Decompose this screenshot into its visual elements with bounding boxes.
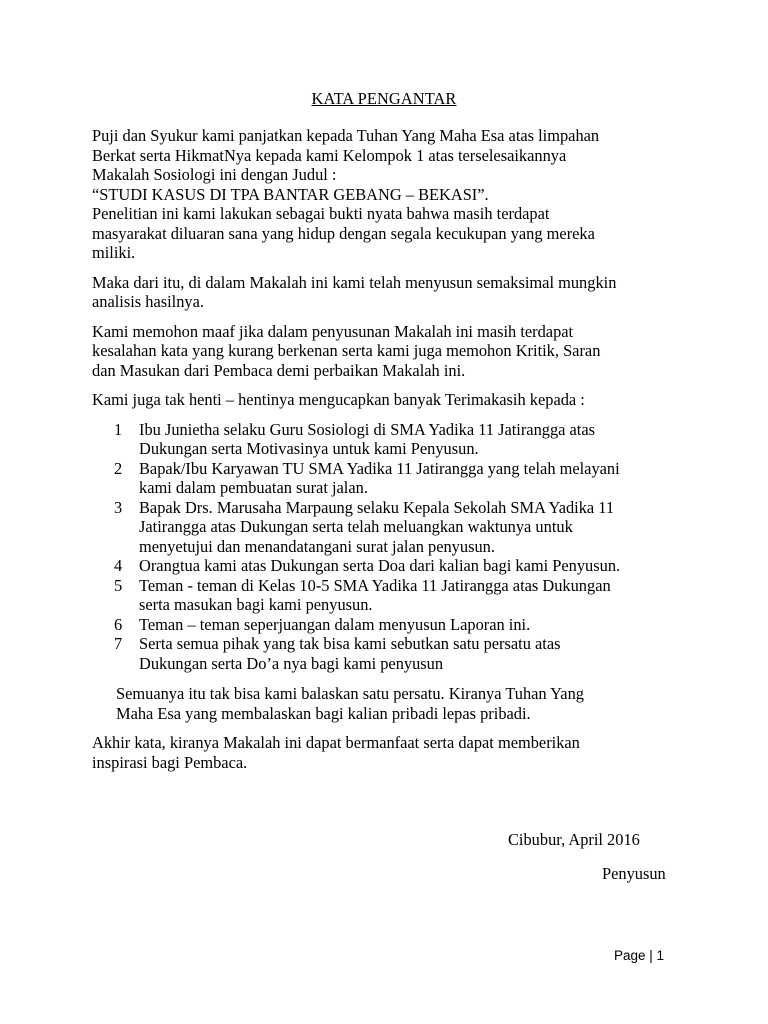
text-line: Akhir kata, kiranya Makalah ini dapat bermanfaat serta dapat memberikan	[92, 733, 580, 752]
text-line: inspirasi bagi Pembaca.	[92, 752, 248, 772]
list-item	[92, 556, 682, 576]
text-line: Dukungan serta Do’a nya bagi kami penyusun	[139, 653, 444, 673]
page-title: KATA PENGANTAR	[311, 89, 457, 108]
text-line: miliki.	[92, 243, 136, 262]
text-line: Dukungan serta Motivasinya untuk kami Penyusun.	[139, 439, 479, 458]
list-item	[92, 420, 682, 459]
author-signature: Penyusun	[602, 864, 666, 883]
thanks-intro: Kami juga tak henti – hentinya mengucapkan banyak Terimakasih kepada :	[92, 390, 585, 409]
page-number-footer: Page | 1	[614, 948, 665, 963]
list-number: 2	[114, 458, 123, 478]
report-title-line: “STUDI KASUS DI TPA BANTAR GEBANG – BEKASI”.	[92, 184, 489, 204]
intro-paragraph	[92, 126, 682, 263]
text-line: Penelitian ini kami lakukan sebagai bukti nyata bahwa masih terdapat	[92, 204, 550, 223]
text-line: Jatirangga atas Dukungan serta telah meluangkan waktunya untuk	[139, 517, 573, 536]
text-line: Puji dan Syukur kami panjatkan kepada Tuhan Yang Maha Esa atas limpahan	[92, 126, 600, 145]
paragraph	[92, 322, 682, 381]
place-date: Cibubur, April 2016	[508, 830, 640, 849]
paragraph	[92, 273, 682, 312]
text-line: Bapak/Ibu Karyawan TU SMA Yadika 11 Jatirangga yang telah melayani	[139, 458, 620, 478]
list-number: 1	[114, 419, 123, 439]
list-number: 5	[114, 575, 123, 595]
text-line: Berkat serta HikmatNya kepada kami Kelompok 1 atas terselesaikannya	[92, 145, 567, 165]
text-line: serta masukan bagi kami penyusun.	[139, 595, 373, 614]
text-line: masyarakat diluaran sana yang hidup dengan segala kecukupan yang mereka	[92, 223, 595, 243]
text-line: kesalahan kata yang kurang berkenan serta kami juga memohon Kritik, Saran	[92, 341, 601, 360]
text-line: kami dalam pembuatan surat jalan.	[139, 478, 368, 497]
list-item	[92, 498, 682, 557]
text-line: Orangtua kami atas Dukungan serta Doa dari kalian bagi kami Penyusun.	[139, 556, 621, 575]
text-line: Teman - teman di Kelas 10-5 SMA Yadika 11 Jatirangga atas Dukungan	[139, 575, 611, 595]
closing-paragraph	[92, 684, 682, 723]
final-paragraph	[92, 733, 682, 772]
text-line: menyetujui dan menandatangani surat jalan penyusun.	[139, 536, 495, 556]
list-number: 6	[114, 614, 123, 634]
thanks-list	[92, 420, 682, 674]
list-item	[92, 576, 682, 615]
list-number: 3	[114, 497, 123, 517]
text-line: Makalah Sosiologi ini dengan Judul :	[92, 165, 337, 184]
list-item	[92, 459, 682, 498]
text-line: analisis hasilnya.	[92, 292, 204, 311]
text-line: Kami memohon maaf jika dalam penyusunan Makalah ini masih terdapat	[92, 321, 574, 341]
text-line: Maka dari itu, di dalam Makalah ini kami telah menyusun semaksimal mungkin	[92, 272, 617, 292]
text-line: dan Masukan dari Pembaca demi perbaikan Makalah ini.	[92, 360, 466, 380]
document-body	[92, 126, 682, 782]
text-line: Teman – teman seperjuangan dalam menyusun Laporan ini.	[139, 614, 531, 634]
text-line: Bapak Drs. Marusaha Marpaung selaku Kepala Sekolah SMA Yadika 11	[139, 497, 615, 517]
text-line: Maha Esa yang membalaskan bagi kalian pribadi lepas pribadi.	[116, 703, 531, 723]
list-item	[92, 615, 682, 635]
text-line: Ibu Junietha selaku Guru Sosiologi di SMA Yadika 11 Jatirangga atas	[139, 419, 596, 439]
list-number: 4	[114, 556, 123, 575]
text-line: Semuanya itu tak bisa kami balaskan satu persatu. Kiranya Tuhan Yang	[116, 684, 584, 703]
list-number: 7	[114, 634, 123, 653]
list-item	[92, 634, 682, 673]
text-line: Serta semua pihak yang tak bisa kami sebutkan satu persatu atas	[139, 634, 561, 653]
